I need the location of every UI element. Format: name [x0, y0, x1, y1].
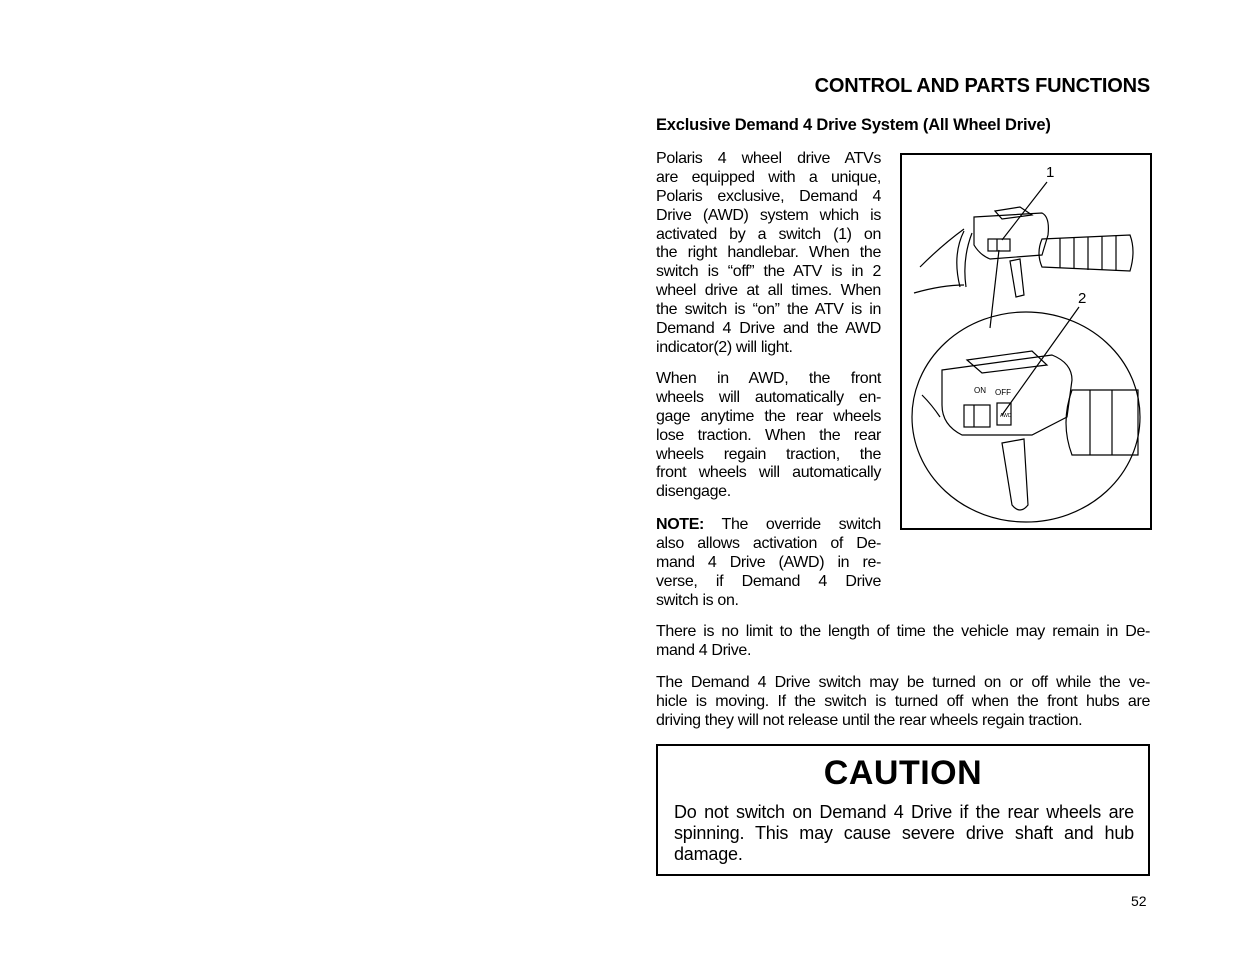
text-line: Polaris 4 wheel drive ATVs — [656, 150, 881, 167]
note-label: NOTE: — [656, 516, 705, 533]
text-line: hicle is moving. If the switch is turned off when the front hubs are — [656, 692, 1150, 710]
text-line: switch is on. — [656, 591, 739, 609]
text-line: the switch is “on” the ATV is in — [656, 301, 881, 319]
callout-2: 2 — [1078, 290, 1087, 307]
handlebar-switch-illustration — [900, 153, 1152, 530]
paragraph-time-limit — [656, 623, 1150, 661]
callout-1: 1 — [1046, 164, 1055, 181]
text-line: Demand 4 Drive and the AWD — [656, 320, 881, 338]
text-line: Do not switch on Demand 4 Drive if the rear wheels are — [674, 802, 1134, 822]
text-line: wheel drive at all times. When — [656, 282, 881, 300]
awd-indicator-label: AWD — [1000, 413, 1012, 419]
section-title: Exclusive Demand 4 Drive System (All Wheel Drive) — [656, 116, 1051, 134]
text-line: activated by a switch (1) on — [656, 225, 881, 243]
text-line: the right handlebar. When the — [656, 244, 881, 262]
text-line: There is no limit to the length of time the vehicle may remain in De- — [656, 623, 1150, 640]
text-line: verse, if Demand 4 Drive — [656, 572, 881, 590]
page-number: 52 — [1131, 893, 1147, 909]
magnified-view-circle — [912, 312, 1140, 522]
caution-box — [656, 744, 1150, 876]
text-line: wheels regain traction, the — [656, 445, 881, 463]
text-line: mand 4 Drive (AWD) in re- — [656, 553, 881, 571]
text-line: Polaris exclusive, Demand 4 — [656, 187, 881, 205]
text-line-content: The override switch — [721, 516, 881, 533]
paragraph-note — [656, 516, 881, 610]
text-line: The Demand 4 Drive switch may be turned on or off while the ve- — [656, 674, 1150, 691]
text-line: disengage. — [656, 483, 731, 501]
caution-text — [674, 802, 1134, 865]
paragraph-awd — [656, 370, 881, 502]
text-line: spinning. This may cause severe drive shaft and hub — [674, 823, 1134, 843]
text-line: indicator(2) will light. — [656, 338, 793, 356]
text-line: wheels will automatically en- — [656, 388, 881, 406]
text-line: also allows activation of De- — [656, 534, 881, 552]
text-line: gage anytime the rear wheels — [656, 407, 881, 425]
text-line: driving they will not release until the rear wheels regain traction. — [656, 711, 1083, 729]
text-line: damage. — [674, 844, 743, 864]
switch-off-label: OFF — [995, 388, 1011, 397]
text-line: Drive (AWD) system which is — [656, 206, 881, 224]
switch-on-label: ON — [974, 386, 986, 395]
paragraph-intro — [656, 150, 881, 358]
paragraph-switching — [656, 674, 1150, 731]
text-line: front wheels will automatically — [656, 464, 881, 482]
text-line: mand 4 Drive. — [656, 641, 752, 659]
page-title: CONTROL AND PARTS FUNCTIONS — [814, 75, 1150, 97]
caution-title: CAUTION — [823, 754, 983, 792]
text-line — [656, 516, 881, 535]
text-line: lose traction. When the rear — [656, 426, 881, 444]
handlebar-top — [914, 207, 1133, 297]
text-line: switch is “off” the ATV is in 2 — [656, 263, 881, 281]
text-line: When in AWD, the front — [656, 370, 881, 387]
text-line: are equipped with a unique, — [656, 168, 881, 186]
